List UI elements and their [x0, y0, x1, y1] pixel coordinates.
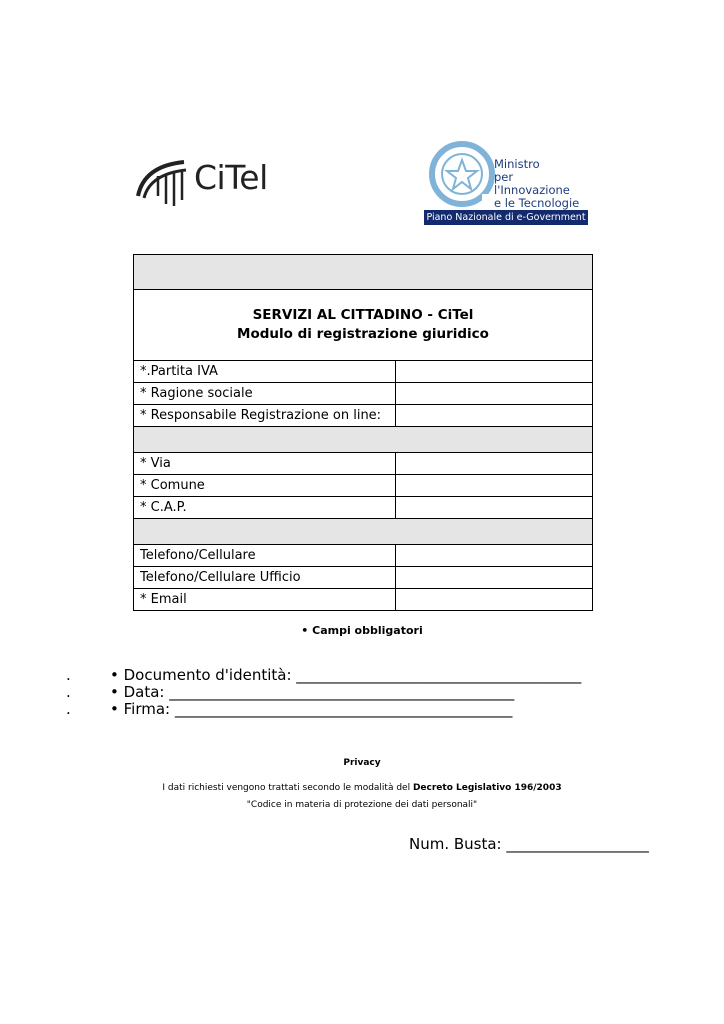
privacy-quote: "Codice in materia di protezione dei dati personali": [246, 800, 478, 810]
citel-wordmark: CiTel: [194, 158, 268, 197]
comune-field[interactable]: [396, 475, 592, 496]
field-label: Telefono/Cellulare: [134, 545, 396, 566]
partita-iva-field[interactable]: [396, 361, 592, 382]
email-field[interactable]: [396, 589, 592, 610]
field-row-partita-iva: [134, 360, 592, 382]
responsabile-field[interactable]: [396, 405, 592, 426]
cap-field[interactable]: [396, 497, 592, 518]
section-divider: [134, 426, 592, 452]
field-label: * Via: [134, 453, 396, 474]
egov-band: Piano Nazionale di e-Government: [424, 210, 588, 225]
ragione-sociale-field[interactable]: [396, 383, 592, 404]
field-row-ragione-sociale: [134, 382, 592, 404]
form-header-band: [134, 255, 592, 289]
ministero-logo: [422, 128, 590, 228]
emblem-icon: [426, 138, 498, 210]
field-label: *.Partita IVA: [134, 361, 396, 382]
field-row-responsabile: [134, 404, 592, 426]
field-row-via: [134, 452, 592, 474]
citel-logo: [136, 156, 266, 208]
privacy-heading: Privacy: [343, 758, 381, 768]
field-row-telefono-ufficio: [134, 566, 592, 588]
field-row-email: [134, 588, 592, 610]
section-divider: [134, 518, 592, 544]
field-label: * Responsabile Registrazione on line:: [134, 405, 396, 426]
field-label: Telefono/Cellulare Ufficio: [134, 567, 396, 588]
registration-form: [133, 254, 593, 611]
form-title: SERVIZI AL CITTADINO - CiTel Modulo di registrazione giuridico: [237, 307, 489, 342]
field-label: * Comune: [134, 475, 396, 496]
field-row-cap: [134, 496, 592, 518]
field-label: * C.A.P.: [134, 497, 396, 518]
field-label: * Email: [134, 589, 396, 610]
required-fields-note: • Campi obbligatori: [301, 624, 423, 637]
field-row-telefono: [134, 544, 592, 566]
telefono-field[interactable]: [396, 545, 592, 566]
citel-arch-icon: [136, 156, 196, 208]
num-busta-field: Num. Busta: ___________________: [409, 835, 649, 853]
telefono-ufficio-field[interactable]: [396, 567, 592, 588]
via-field[interactable]: [396, 453, 592, 474]
field-label: * Ragione sociale: [134, 383, 396, 404]
field-row-comune: [134, 474, 592, 496]
privacy-text: I dati richiesti vengono trattati secondo le modalità del Decreto Legislativo 196/2003: [162, 783, 562, 793]
ministero-name: Ministro per l'Innovazione e le Tecnologie: [494, 157, 580, 210]
